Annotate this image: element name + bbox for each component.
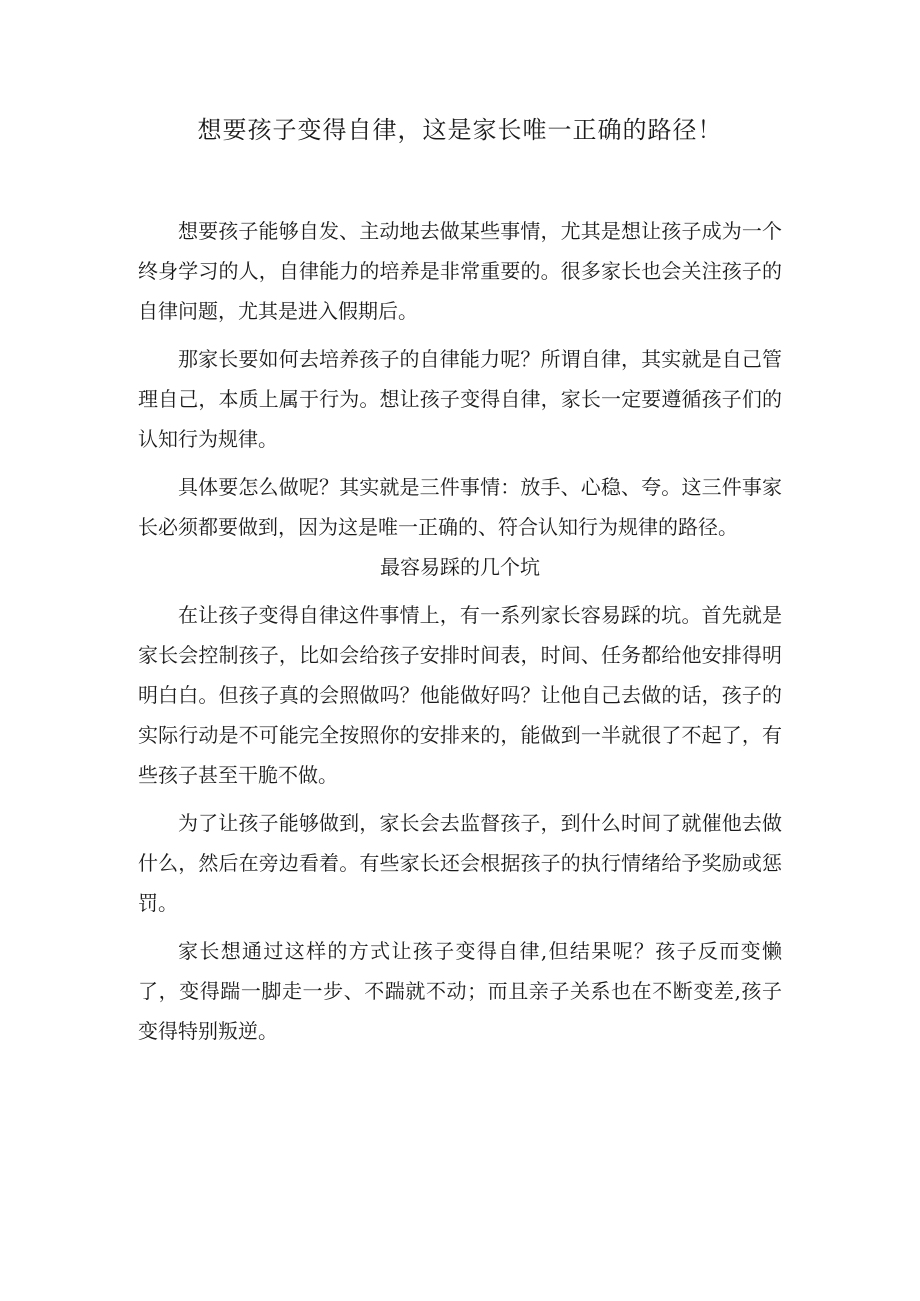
paragraph: 为了让孩子能够做到，家长会去监督孩子，到什么时间了就催他去做什么，然后在旁边看着。有些家长还会根据孩子的执行情绪给予奖励或惩罚。 [138, 811, 782, 915]
section-heading: 最容易踩的几个坑 [380, 555, 540, 579]
paragraph: 那家长要如何去培养孩子的自律能力呢？所谓自律，其实就是自己管理自己，本质上属于行为。想让孩子变得自律，家长一定要遵循孩子们的认知行为规律。 [138, 347, 782, 451]
paragraph: 在让孩子变得自律这件事情上，有一系列家长容易踩的坑。首先就是家长会控制孩子，比如会给孩子安排时间表，时间、任务都给他安排得明明白白。但孩子真的会照做吗？他能做好吗？让他自己去做的话，孩子的实际行动是不可能完全按照你的安排来的，能做到一半就很了不起了，有些孩子甚至干脆不做。 [138, 603, 782, 787]
document-title: 想要孩子变得自律，这是家长唯一正确的路径！ [197, 116, 723, 144]
paragraph: 家长想通过这样的方式让孩子变得自律,但结果呢？孩子反而变懒了，变得踹一脚走一步、不踹就不动；而且亲子关系也在不断变差,孩子变得特别叛逆。 [138, 939, 782, 1043]
paragraph: 具体要怎么做呢？其实就是三件事情：放手、心稳、夸。这三件事家长必须都要做到，因为这是唯一正确的、符合认知行为规律的路径。 [138, 475, 782, 539]
paragraph: 想要孩子能够自发、主动地去做某些事情，尤其是想让孩子成为一个终身学习的人，自律能力的培养是非常重要的。很多家长也会关注孩子的自律问题，尤其是进入假期后。 [138, 219, 782, 323]
document-body [138, 211, 782, 1059]
